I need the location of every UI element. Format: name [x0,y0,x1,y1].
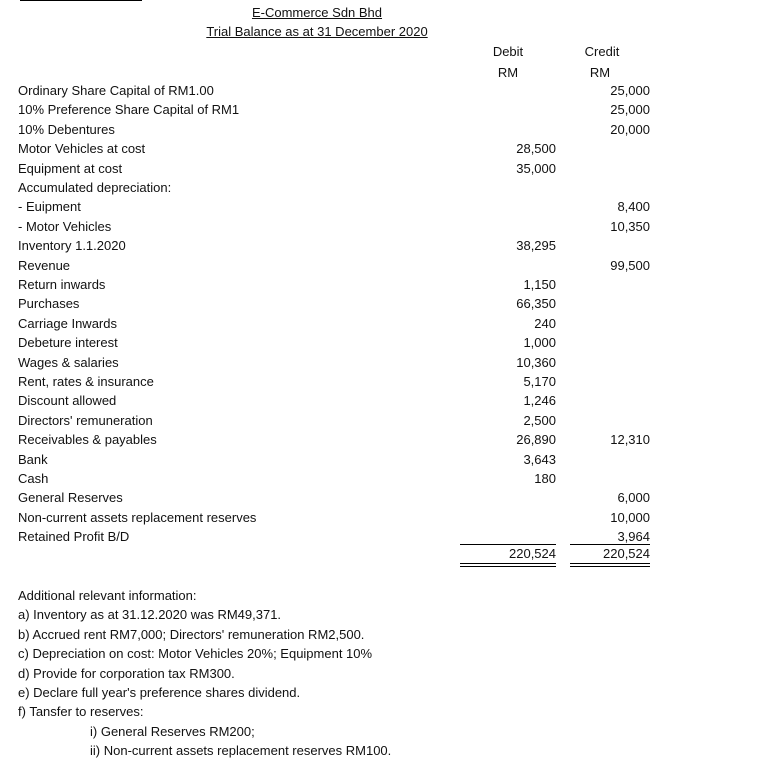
row-debit: 5,170 [523,374,556,389]
row-label: General Reserves [18,490,123,506]
table-row [0,432,784,450]
debit-unit: RM [497,65,519,80]
row-label: Inventory 1.1.2020 [18,238,126,254]
table-row [0,238,784,256]
company-name: E-Commerce Sdn Bhd [251,5,383,20]
row-debit: 1,000 [523,335,556,351]
row-debit: 38,295 [516,238,556,254]
row-label: Retained Profit B/D [18,529,130,545]
row-credit: 8,400 [617,199,650,215]
row-debit: 35,000 [516,160,556,176]
row-label: Rent, rates & insurance [18,374,154,389]
row-credit: 25,000 [610,83,650,98]
table-row [0,490,784,508]
table-row [0,83,784,101]
table-row [0,161,784,179]
credit-total-rule-top [570,544,650,545]
row-debit: 66,350 [516,296,556,312]
info-item: f) Tansfer to reserves: [18,704,144,719]
credit-total-rule-bottom-2 [570,566,650,567]
info-item: c) Depreciation on cost: Motor Vehicles 20%; Equipment 10% [18,646,373,661]
table-row [0,316,784,334]
debit-total-rule-top [460,544,556,545]
info-item: d) Provide for corporation tax RM300. [18,666,235,681]
row-credit: 10,350 [610,218,650,234]
row-label: Cash [18,471,49,486]
table-row [0,102,784,120]
row-label: Bank [18,451,48,467]
table-row [0,393,784,411]
table-row [0,219,784,237]
table-row [0,277,784,295]
info-subitem: i) General Reserves RM200; [90,724,255,739]
row-debit: 10,360 [516,354,556,370]
row-label: Wages & salaries [18,354,119,370]
table-row [0,529,784,547]
top-rule [20,0,142,1]
row-label: Receivables & payables [18,432,157,448]
row-credit: 3,964 [617,529,650,545]
row-credit: 25,000 [610,102,650,118]
row-label: Revenue [18,257,71,273]
row-label: Discount allowed [18,393,117,409]
row-label: Purchases [18,296,80,312]
row-label: Debeture interest [18,335,118,351]
additional-info-heading: Additional relevant information: [18,588,197,603]
statement-title: Trial Balance as at 31 December 2020 [206,24,428,39]
table-row [0,335,784,353]
row-label: - Euipment [18,199,81,215]
table-row [0,180,784,198]
row-debit: 1,150 [523,277,556,292]
info-subitem: ii) Non-current assets replacement reserves RM100. [90,743,392,758]
table-row [0,141,784,159]
row-label: Equipment at cost [18,160,123,176]
row-credit: 10,000 [610,509,650,525]
table-row [0,452,784,470]
table-row [0,413,784,431]
table-row [0,296,784,314]
row-debit: 3,643 [523,451,556,467]
row-label: Carriage Inwards [18,315,117,331]
table-row [0,510,784,528]
debit-total: 220,524 [509,546,556,561]
info-item: b) Accrued rent RM7,000; Directors' remuneration RM2,500. [18,627,365,642]
info-item: a) Inventory as at 31.12.2020 was RM49,371. [18,607,282,622]
debit-total-rule-bottom-1 [460,563,556,564]
row-debit: 240 [534,315,556,331]
row-label: Motor Vehicles at cost [18,141,146,157]
row-label: 10% Preference Share Capital of RM1 [18,102,240,118]
info-item: e) Declare full year's preference shares dividend. [18,685,301,700]
row-label: 10% Debentures [18,121,115,137]
row-label: Ordinary Share Capital of RM1.00 [18,83,214,98]
table-row [0,355,784,373]
debit-header: Debit [492,44,524,59]
row-debit: 2,500 [523,412,556,428]
row-debit: 28,500 [516,141,556,157]
debit-total-rule-bottom-2 [460,566,556,567]
table-row [0,374,784,392]
table-row [0,122,784,140]
row-label: Directors' remuneration [18,412,153,428]
row-credit: 20,000 [610,121,650,137]
row-credit: 6,000 [617,490,650,506]
row-label: Return inwards [18,277,106,292]
credit-total: 220,524 [603,546,650,561]
row-credit: 12,310 [610,432,650,448]
row-label: Non-current assets replacement reserves [18,509,257,525]
row-debit: 180 [534,471,556,486]
credit-total-rule-bottom-1 [570,563,650,564]
row-label: Accumulated depreciation: [18,180,172,195]
table-row [0,199,784,217]
row-credit: 99,500 [610,257,650,273]
table-row [0,471,784,489]
credit-unit: RM [589,65,611,80]
credit-header: Credit [584,44,620,59]
totals-row [0,546,784,564]
row-debit: 1,246 [523,393,556,409]
row-debit: 26,890 [516,432,556,448]
row-label: - Motor Vehicles [18,218,112,234]
table-row [0,258,784,276]
